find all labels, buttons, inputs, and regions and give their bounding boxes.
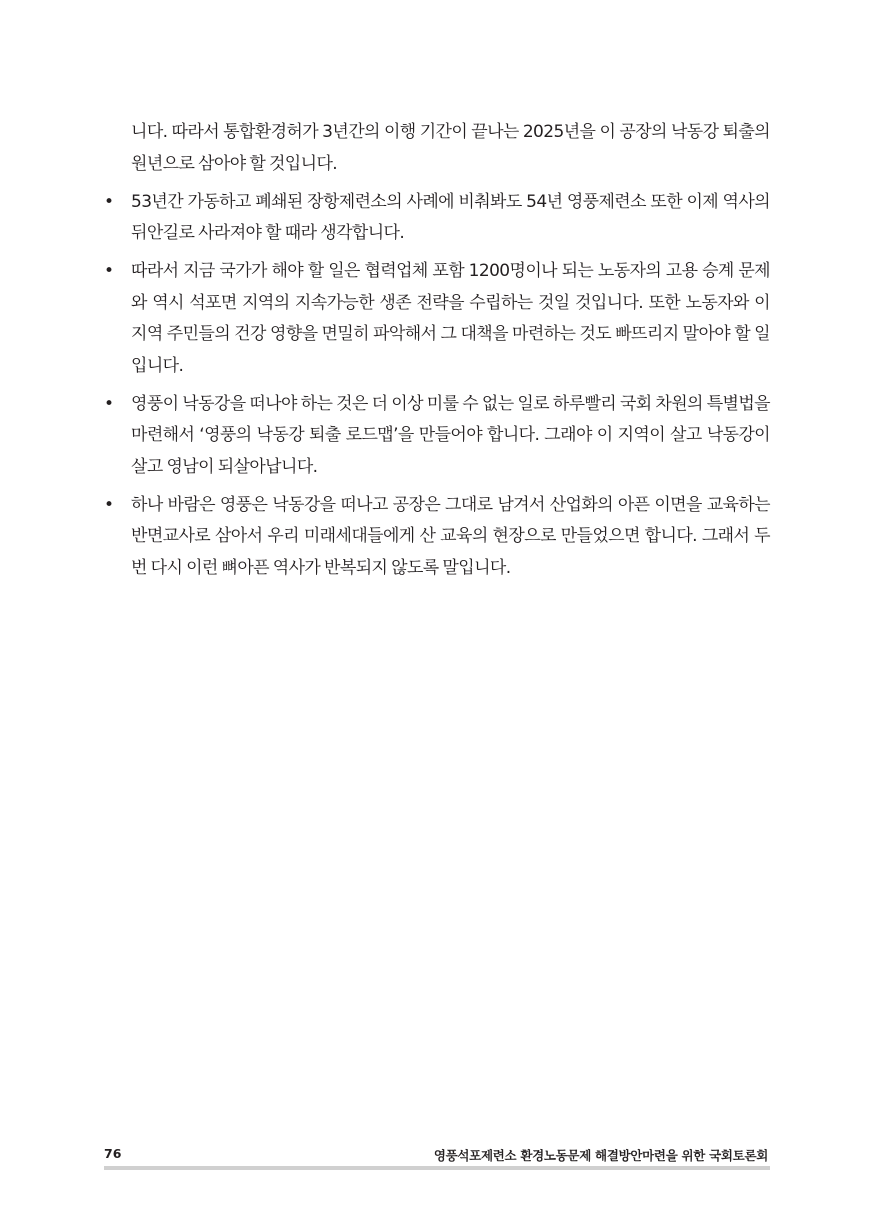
bullet-marker: • (104, 494, 114, 515)
bullet-marker: • (104, 261, 114, 281)
bullet-marker: • (104, 393, 114, 414)
bullet-item (104, 490, 770, 585)
bullet-item (104, 256, 770, 382)
paragraph-text: 53년간 가동하고 폐쇄된 장항제련소의 사례에 비춰봐도 54년 영풍제련소 또한 이제 역사의 뒤안길로 사라져야 할 때라 생각합니다. (131, 191, 770, 243)
bullet-marker: • (104, 191, 114, 212)
bullet-item (104, 389, 770, 484)
paragraph-continuation (104, 117, 770, 180)
paragraph-text: 하나 바람은 영풍은 낙동강을 떠나고 공장은 그대로 남겨서 산업화의 아픈 이면을 교육하는 반면교사로 삼아서 우리 미래세대들에게 산 교육의 현장으로 만들었으면 합니다. 그래서 두 번 다시 이런 뼈아픈 역사가 반복되지 않도록 말입니다. (131, 494, 770, 578)
document-body (104, 117, 770, 584)
bullet-item (104, 187, 770, 250)
page-footer (104, 1146, 770, 1166)
paragraph-text: 영풍이 낙동강을 떠나야 하는 것은 더 이상 미룰 수 없는 일로 하루빨리 국회 차원의 특별법을 마련해서 ‘영풍의 낙동강 퇴출 로드맵’을 만들어야 합니다. 그래야 이 지역이 살고 낙동강이 살고 영남이 되살아납니다. (131, 393, 770, 477)
page-number: 76 (104, 1146, 122, 1161)
running-footer-title: 영풍석포제련소 환경노동문제 해결방안마련을 위한 국회토론회 (433, 1148, 768, 1163)
paragraph-text: 니다. 따라서 통합환경허가 3년간의 이행 기간이 끝나는 2025년을 이 공장의 낙동강 퇴출의 원년으로 삼아야 할 것입니다. (131, 122, 770, 174)
footer-rule (104, 1166, 770, 1170)
paragraph-text: 따라서 지금 국가가 해야 할 일은 협력업체 포함 1200명이나 되는 노동자의 고용 승계 문제와 역시 석포면 지역의 지속가능한 생존 전략을 수립하는 것일 것입니다. 또한 노동자와 이 지역 주민들의 건강 영향을 면밀히 파악해서 그 대책을 마련하는 것도 빠뜨리지 말아야 할 일입니다. (131, 261, 770, 376)
